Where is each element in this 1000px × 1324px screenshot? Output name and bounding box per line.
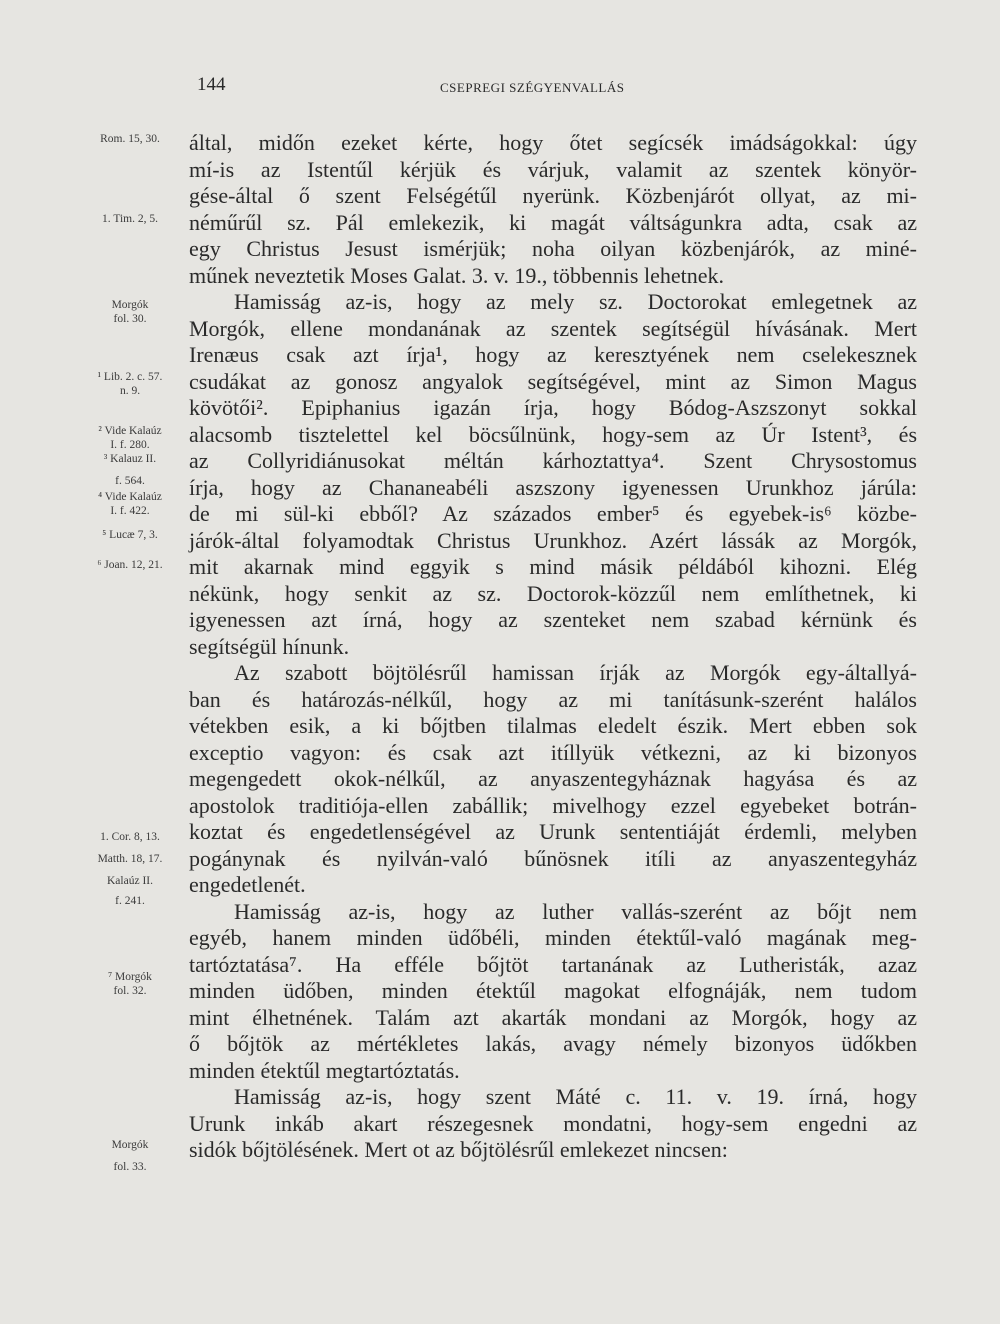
text-line: Hamisság az-is, hogy az luther vallás-szerént az bőjt nem	[234, 898, 917, 924]
text-line: mint élhetnének. Talám azt akarták mondani az Morgók, hogy az	[189, 1004, 917, 1030]
text-line: segítségül hínunk.	[189, 633, 350, 659]
text-line: apostolok traditiója-ellen zabállik; mivelhogy ezzel egyebeket botrán-	[189, 792, 917, 818]
text-line: Morgók, ellene mondanának az szentek segítségül hívásának. Mert	[189, 315, 917, 341]
text-line: exceptio vagyon: és csak azt itíllyük vétkezni, az ki bizonyos	[189, 739, 917, 765]
margin-note: Rom. 15, 30.	[100, 133, 160, 145]
text-line: alacsomb tisztelettel kel böcsűlnünk, hogy-sem az Úr Istent³, és	[189, 421, 917, 447]
text-line: koztat és engedetlenségével az Urunk sententiáját érdemli, melyben	[189, 819, 917, 844]
text-line: mí-is az Istentűl kérjük és várjuk, valamit az szentek könyör-	[189, 156, 917, 182]
margin-note: fol. 30.	[113, 313, 147, 325]
text-line: vétekben esik, a ki bőjtben tilalmas eledelt észik. Mert ebben sok	[189, 713, 917, 738]
margin-note: ⁴ Vide Kalaúz	[98, 491, 162, 503]
text-line: írja, hogy az Chananeabéli aszszony igyenessen Urunkhoz járúla:	[189, 474, 917, 500]
body-text	[189, 130, 917, 1164]
text-line: ban és határozás-nélkűl, hogy az mi tanításunk-szerént halálos	[189, 686, 917, 712]
margin-note: Morgók	[111, 1139, 149, 1151]
text-line: nékünk, hogy senkit az sz. Doctorok-közzűl nem említhetnek, ki	[189, 580, 917, 606]
text-line: minden étektűl megtartóztatás.	[189, 1057, 460, 1083]
text-line: egyéb, hanem minden üdőbéli, minden étektűl-való magának meg-	[189, 925, 917, 950]
margin-note: 1. Tim. 2, 5.	[102, 213, 158, 225]
text-line: által, midőn ezeket kérte, hogy őtet segícsék imádságokkal: úgy	[189, 130, 917, 155]
margin-note: ³ Kalauz II.	[103, 453, 157, 465]
text-line: sidók bőjtölésének. Mert ot az bőjtölésrűl emlekezet nincsen:	[189, 1137, 728, 1162]
text-line: Az szabott böjtölésrűl hamissan írják az Morgók egy-általlyá-	[234, 660, 917, 685]
text-line: igyenessen azt írná, hogy az szenteket nem szabad kérnünk és	[189, 607, 917, 632]
page-header	[0, 70, 1000, 100]
text-line: engedetlenét.	[189, 872, 306, 897]
margin-note: fol. 33.	[113, 1161, 147, 1173]
text-line: egy Christus Jesust ismérjük; noha oilyan közbenjárók, az miné-	[189, 236, 917, 261]
text-line: járók-által folyamodtak Christus Urunkhoz. Azért lássák az Morgók,	[189, 527, 917, 553]
text-line: mit akarnak mind eggyik s mind másik példából kihozni. Elég	[189, 554, 917, 579]
margin-note: n. 9.	[119, 385, 141, 397]
text-line: minden üdőben, minden étektűl magokat elfognáják, nem tudom	[189, 978, 917, 1003]
margin-note: 1. Cor. 8, 13.	[100, 831, 160, 843]
text-line: kövötői². Epiphanius igazán írja, hogy Bódog-Aszszonyt sokkal	[189, 395, 917, 420]
text-line: de mi sül-ki ebből? Az százados ember⁵ és egyebek-is⁶ közbe-	[189, 501, 917, 526]
text-line: az Collyridiánusokat méltán kárhoztattya⁴. Szent Chrysostomus	[189, 448, 917, 473]
margin-note: ⁵ Lucæ 7, 3.	[102, 529, 158, 541]
margin-note: I. f. 422.	[110, 505, 150, 517]
text-line: Irenæus csak azt írja¹, hogy az keresztyének nem cselekesznek	[189, 342, 917, 367]
text-line: gése-által ő szent Felségétűl nyerünk. Közbenjárót ollyat, az mi-	[189, 183, 917, 208]
margin-note: ² Vide Kalaúz	[98, 425, 162, 437]
text-line: néműrűl sz. Pál emlekezik, ki magát váltságunkra adta, csak az	[189, 209, 917, 235]
text-line: Hamisság az-is, hogy az mely sz. Doctorokat emlegetnek az	[234, 289, 917, 314]
margin-note: fol. 32.	[113, 985, 147, 997]
margin-note: f. 241.	[115, 895, 145, 907]
text-line: Urunk inkáb akart részegesnek mondatni, hogy-sem engedni az	[189, 1110, 917, 1136]
margin-note: Kalaúz II.	[107, 875, 153, 887]
text-line: megengedett okok-nélkűl, az anyaszentegyháznak hagyása és az	[189, 766, 917, 791]
text-line: ő bőjtök az mértékletes lakás, avagy némely bizonyos üdőkben	[189, 1031, 917, 1056]
text-line: tartóztatása⁷. Ha efféle bőjtöt tartanának az Lutheristák, azaz	[189, 951, 917, 977]
margin-note: ⁷ Morgók	[108, 971, 152, 983]
text-line: Hamisság az-is, hogy szent Máté c. 11. v. 19. írná, hogy	[234, 1084, 917, 1109]
text-line: műnek neveztetik Moses Galat. 3. v. 19., többennis lehetnek.	[189, 262, 725, 288]
margin-note: ¹ Lib. 2. c. 57.	[97, 371, 163, 383]
margin-note: f. 564.	[115, 475, 145, 487]
text-line: pogánynak és nyilván-való bűnösnek itíli az anyaszentegyház	[189, 845, 917, 871]
margin-note: Matth. 18, 17.	[97, 853, 163, 865]
margin-note: I. f. 280.	[110, 439, 150, 451]
margin-note: ⁶ Joan. 12, 21.	[97, 559, 163, 571]
page-number: 144	[197, 74, 226, 95]
text-line: csudákat az gonosz angyalok segítségével, mint az Simon Magus	[189, 368, 917, 394]
margin-note: Morgók	[111, 299, 149, 311]
running-head: CSEPREGI SZÉGYENVALLÁS	[440, 80, 625, 95]
